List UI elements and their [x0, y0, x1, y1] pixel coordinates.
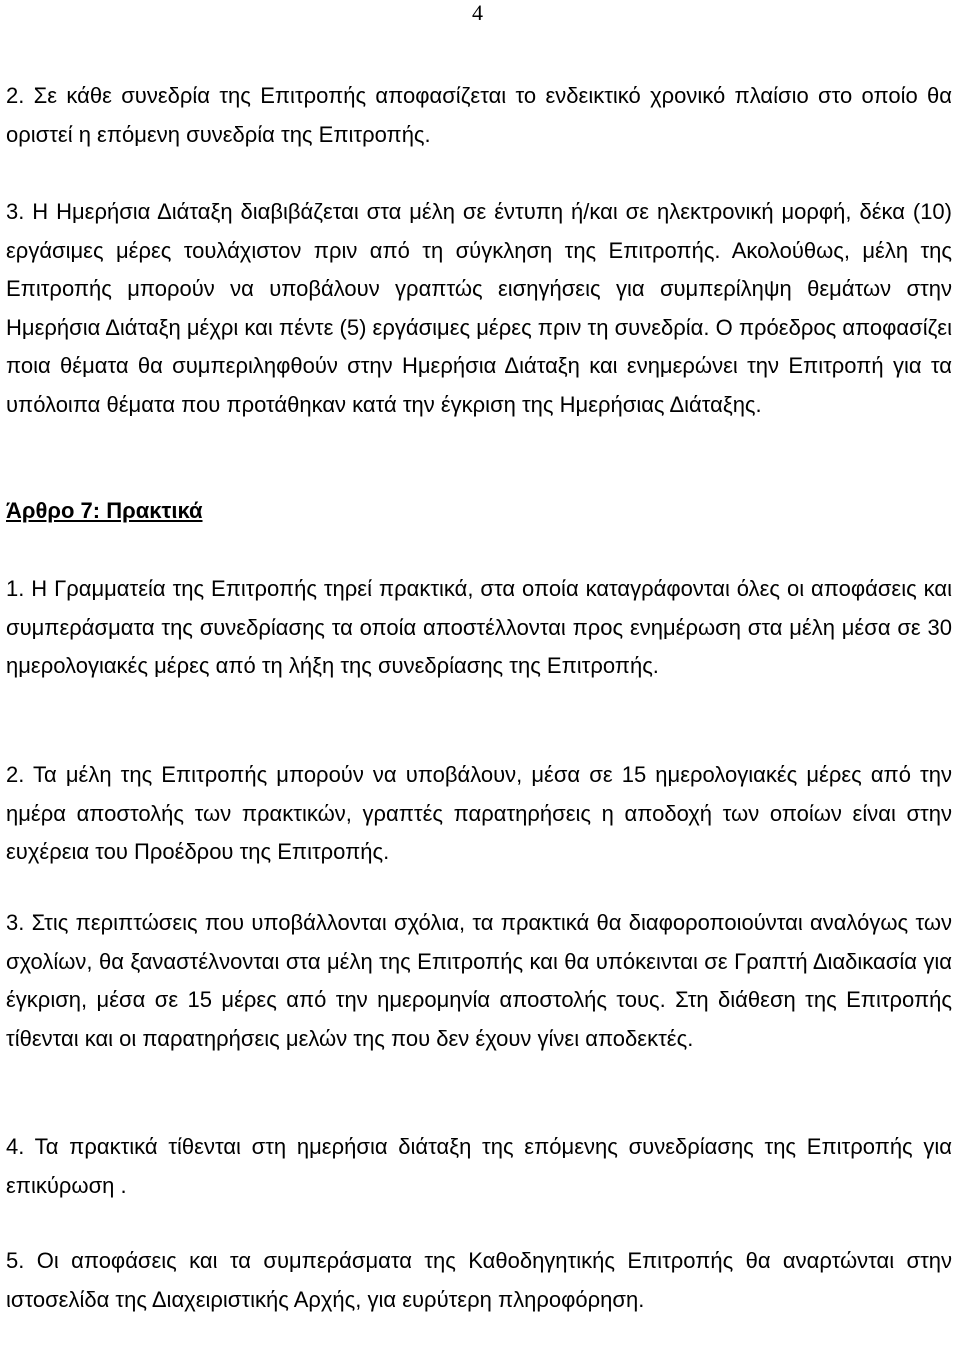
paragraph-2: 2. Σε κάθε συνεδρία της Επιτροπής αποφασίζεται το ενδεικτικό χρονικό πλαίσιο στο οποίο θα οριστεί η επόμενη συνεδρία της Επιτροπής. [6, 83, 952, 147]
article-paragraph-1: 1. Η Γραμματεία της Επιτροπής τηρεί πρακτικά, στα οποία καταγράφονται όλες οι αποφάσεις και συμπεράσματα της συνεδρίασης τα οποία αποστέλλονται προς ενημέρωση στα μέλη μέσα σε 30 ημερολογιακές μέρες από τη λήξη της συνεδρίασης της Επιτροπής. [6, 576, 952, 679]
article-paragraph-2: 2. Τα μέλη της Επιτροπής μπορούν να υποβάλουν, μέσα σε 15 ημερολογιακές μέρες από την ημέρα αποστολής των πρακτικών, γραπτές παρατηρήσεις η αποδοχή των οποίων είναι στην ευχέρεια του Προέδρου της Επιτροπής. [6, 762, 952, 865]
paragraph-3: 3. Η Ημερήσια Διάταξη διαβιβάζεται στα μέλη σε έντυπη ή/και σε ηλεκτρονική μορφή, δέκα (10) εργάσιμες μέρες τουλάχιστον πριν από τη σύγκληση της Επιτροπής. Ακολούθως, μέλη της Επιτροπής μπορούν να υποβάλουν γραπτώς εισηγήσεις για συμπερίληψη θεμάτων στην Ημερήσια Διάταξη μέχρι και πέντε (5) εργάσιμες μέρες πριν τη συνεδρία. Ο πρόεδρος αποφασίζει ποια θέματα θα συμπεριληφθούν στην Ημερήσια Διάταξη και ενημερώνει την Επιτροπή για τα υπόλοιπα θέματα που προτάθηκαν κατά την έγκριση της Ημερήσιας Διάταξης. [6, 199, 952, 417]
article-paragraph-4: 4. Τα πρακτικά τίθενται στη ημερήσια διάταξη της επόμενης συνεδρίασης της Επιτροπής για επικύρωση . [6, 1134, 952, 1198]
page-number: 4 [472, 0, 483, 25]
article-paragraph-5: 5. Οι αποφάσεις και τα συμπεράσματα της Καθοδηγητικής Επιτροπής θα αναρτώνται στην ιστοσελίδα της Διαχειριστικής Αρχής, για ευρύτερη πληροφόρηση. [6, 1248, 952, 1312]
article-paragraph-3: 3. Στις περιπτώσεις που υποβάλλονται σχόλια, τα πρακτικά θα διαφοροποιούνται αναλόγως των σχολίων, θα ξαναστέλνονται στα μέλη της Επιτροπής και θα υπόκεινται σε Γραπτή Διαδικασία για έγκριση, μέσα σε 15 μέρες από την ημερομηνία αποστολής τους. Στη διάθεση της Επιτροπής τίθενται και οι παρατηρήσεις μελών της που δεν έχουν γίνει αποδεκτές. [6, 910, 952, 1051]
article-7-heading: Άρθρο 7: Πρακτικά [6, 498, 203, 523]
